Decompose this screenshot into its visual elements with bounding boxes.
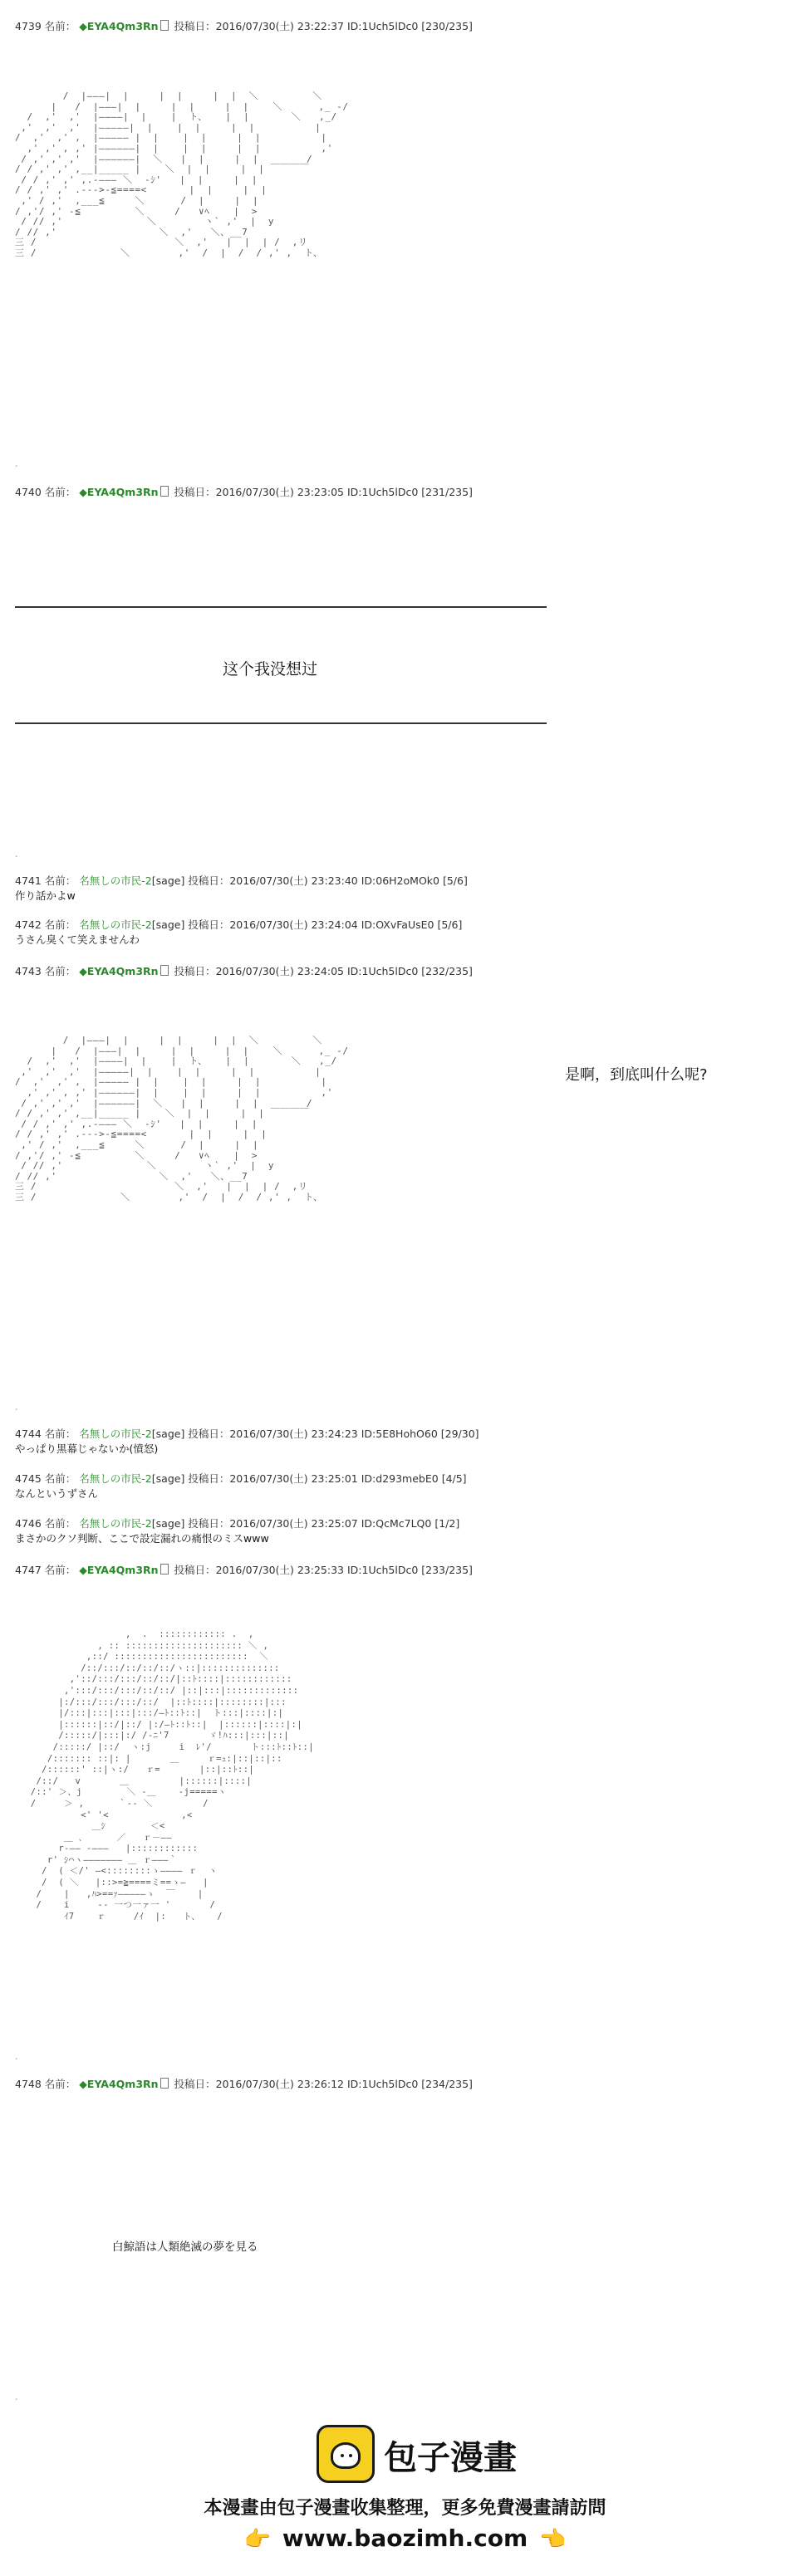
separator-mark: ˯ xyxy=(15,849,18,858)
post-header: 4745 名前： 名無しの市民-2[sage] 投稿日：2016/07/30(土) 23:25:01 ID:d293mebE0 [4/5] xyxy=(15,1472,467,1485)
post-header: 4746 名前： 名無しの市民-2[sage] 投稿日：2016/07/30(土) 23:25:07 ID:QcMc7LQ0 [1/2] xyxy=(15,1517,460,1530)
post-number: 4739 xyxy=(15,20,42,32)
square-icon xyxy=(160,486,169,497)
footer-brand[interactable]: 包子漫畫 xyxy=(384,2439,517,2477)
post-header: 4742 名前： 名無しの市民-2[sage] 投稿日：2016/07/30(土) 23:24:04 ID:OXvFaUsE0 [5/6] xyxy=(15,918,463,931)
square-icon xyxy=(160,1564,169,1574)
separator-mark: ˯ xyxy=(15,458,18,468)
sage-tag: [sage] xyxy=(151,918,185,931)
post-count: [232/235] xyxy=(421,965,473,977)
author-name[interactable]: 名無しの市民-2 xyxy=(79,1517,152,1530)
post-header: 4748 名前： ◆EYA4Qm3Rn 投稿日：2016/07/30(土) 23:26:12 ID:1Uch5lDc0 [234/235] xyxy=(15,2078,473,2090)
ascii-art-scene: / |―――| | | | | | ＼ ＼ | / |―――| | | | | | ＼ ,_ -/ / ,' ,' |――――| | | ト、 | | ＼ ,_/ ,' ,' ,' |―――――| | | | | | | / ,' ,' , |――――― | | | | | | | ,' ,' , ,' |――――――| | | | | | ,' / ,' ,' ,' |――――――| ＼ | | | | / / / ,' ,' ,__|_____ | ＼ | | | | ￣￣￣￣ / / ,' ,' ,.-――― ＼ -ｼ' | | | | / / ,' ,' .--->-≦====< | | | | ,' / ,' ,___≦ ＼ / | | | / ,'/ ,' -≦ ＼ / ∨ﾍ | > / // ,' ＼ ヽ` ,' | y / // ,' ＼ ,' ＼、__7 三 / ＼ ,' | | | / ,リ 三 / ＼ ,' / | / / ,' , ト、 xyxy=(15,91,349,258)
post-number: 4743 xyxy=(15,965,42,977)
post-header: 4741 名前： 名無しの市民-2[sage] 投稿日：2016/07/30(土) 23:23:40 ID:06H2oMOk0 [5/6] xyxy=(15,874,468,887)
post-id: ID:1Uch5lDc0 xyxy=(346,2078,419,2090)
author-name[interactable]: 名無しの市民-2 xyxy=(79,1472,152,1485)
post-header: 4744 名前： 名無しの市民-2[sage] 投稿日：2016/07/30(土) 23:24:23 ID:5E8HohO60 [29/30] xyxy=(15,1428,479,1440)
dialogue-line: 是啊，到底叫什么呢? xyxy=(565,1066,708,1084)
sage-tag: [sage] xyxy=(151,1517,185,1530)
post-date: 2016/07/30(土) 23:24:23 xyxy=(229,1428,358,1440)
sage-tag: [sage] xyxy=(151,874,185,887)
author-name[interactable]: ◆EYA4Qm3Rn xyxy=(79,1564,159,1576)
horizontal-rule xyxy=(15,722,547,724)
post-count: [234/235] xyxy=(421,2078,473,2090)
post-header: 4740 名前： ◆EYA4Qm3Rn 投稿日：2016/07/30(土) 23:23:05 ID:1Uch5lDc0 [231/235] xyxy=(15,486,473,498)
post-id: ID:06H2oMOk0 xyxy=(361,874,439,887)
post-body: うさん臭くて笑えませんわ xyxy=(15,933,140,946)
footer-url[interactable]: www.baozimh.com xyxy=(282,2525,528,2552)
post-date: 2016/07/30(土) 23:26:12 xyxy=(215,2078,344,2090)
post-id: ID:1Uch5lDc0 xyxy=(346,965,419,977)
author-name[interactable]: 名無しの市民-2 xyxy=(79,1428,152,1440)
separator-mark: ˯ xyxy=(15,2392,18,2401)
author-name[interactable]: ◆EYA4Qm3Rn xyxy=(79,2078,159,2090)
author-name[interactable]: ◆EYA4Qm3Rn xyxy=(79,965,159,977)
post-date: 2016/07/30(土) 23:23:40 xyxy=(229,874,358,887)
post-count: [29/30] xyxy=(440,1428,479,1440)
square-icon xyxy=(160,965,169,976)
post-body: なんというずさん xyxy=(15,1487,99,1500)
ascii-art-face: , . :::::::::::: . , , :: ::::::::::::::::::::: ＼ , ,::/ :::::::::::::::::::::::: ＼ /::/:::/::/::/::/ヽ::|:::::::::::::: ,'::/:::/:::/::/::/|::ﾄ::::|:::::::::::: ,':::/:::/:::/::/::/ |::|:::|::::::::::::: |:/:::/:::/:::/::/ |::ﾄ::::|::::::::|::: |/:::|:::|:::|:::/―ﾄ::ﾄ::| ト:::|::::|:| |::::::|::/|::/ |:/―ﾄ::ﾄ::| |::::::|::::|:| /:::::/|:::|:/ /-ﾆ'7 ゞ!ﾊ:::|:::|::| /:::::/ |::/ ヽ:j i ﾚ'/ ト:::ﾄ::ﾄ::| /::::::: ::|: | ＿ ｒ=ｭ:|::|::|:: /::::::' ::|ヽ:/ ｒ= |::|::ﾄ::| /::/ v ＿ |::::::|::::| /::' ＞、j ＼ ‐＿ ‐j=====ヽ / ＞ , ｀-‐ ＼ / <' '< ,< ＿ｼ ＜< ＿ ､ ／ ｒ－―― r‐―― ‐――― |:::::::::::: r' ｼ⌒ヽ――――――― ＿ ｒ―――｀ / ( ＜/' ―<::::::::ゝ―――― ｒ ヽ / ( ＼ |::>=≧====ミ==ゝ― | / | ,ﾊ>==ｧ―――――ゝ ￣ | / i ‐‐ 一つ一ァ一 ' / ｲ7 ｒ /ｲ |: ト、 / xyxy=(30,1629,314,1922)
post-count: [5/6] xyxy=(437,918,463,931)
post-date: 2016/07/30(土) 23:25:33 xyxy=(215,1564,344,1576)
post-number: 4741 xyxy=(15,874,42,887)
post-number: 4742 xyxy=(15,918,42,931)
post-date: 2016/07/30(土) 23:23:05 xyxy=(215,486,344,498)
post-count: [4/5] xyxy=(441,1472,467,1485)
post-header: 4743 名前： ◆EYA4Qm3Rn 投稿日：2016/07/30(土) 23:24:05 ID:1Uch5lDc0 [232/235] xyxy=(15,965,473,977)
post-number: 4748 xyxy=(15,2078,42,2090)
post-number: 4744 xyxy=(15,1428,42,1440)
baozi-logo-icon xyxy=(317,2425,375,2483)
post-id: ID:1Uch5lDc0 xyxy=(346,20,419,32)
post-date: 2016/07/30(土) 23:22:37 xyxy=(215,20,344,32)
post-count: [5/6] xyxy=(442,874,468,887)
sage-tag: [sage] xyxy=(151,1472,185,1485)
post-count: [231/235] xyxy=(421,486,473,498)
post-id: ID:5E8HohO60 xyxy=(361,1428,438,1440)
post-id: ID:1Uch5lDc0 xyxy=(346,1564,419,1576)
author-name[interactable]: 名無しの市民-2 xyxy=(79,918,152,931)
post-count: [233/235] xyxy=(421,1564,473,1576)
post-body: やっぱり黒幕じゃないか(憤怒) xyxy=(15,1442,159,1455)
post-id: ID:OXvFaUsE0 xyxy=(361,918,434,931)
post-body: 白鯨語は人類絶滅の夢を見る xyxy=(112,2241,258,2254)
author-name[interactable]: 名無しの市民-2 xyxy=(79,874,152,887)
separator-mark: ˯ xyxy=(15,2051,18,2060)
pointing-right-icon: 👉 xyxy=(243,2527,271,2552)
square-icon xyxy=(160,20,169,31)
post-number: 4746 xyxy=(15,1517,42,1530)
post-header: 4747 名前： ◆EYA4Qm3Rn 投稿日：2016/07/30(土) 23:25:33 ID:1Uch5lDc0 [233/235] xyxy=(15,1564,473,1576)
post-id: ID:d293mebE0 xyxy=(361,1472,439,1485)
pointing-left-icon: 👈 xyxy=(539,2527,567,2552)
post-number: 4745 xyxy=(15,1472,42,1485)
author-name[interactable]: ◆EYA4Qm3Rn xyxy=(79,486,159,498)
post-body: まさかのクソ判断、ここで設定漏れの痛恨のミスwww xyxy=(15,1532,269,1545)
post-date: 2016/07/30(土) 23:24:05 xyxy=(215,965,344,977)
post-number: 4747 xyxy=(15,1564,42,1576)
footer-note: 本漫畫由包子漫畫收集整理，更多免費漫畫請訪問 xyxy=(204,2498,606,2519)
sage-tag: [sage] xyxy=(151,1428,185,1440)
dialogue-line: 这个我没想过 xyxy=(223,660,318,678)
post-date: 2016/07/30(土) 23:25:07 xyxy=(229,1517,358,1530)
post-date: 2016/07/30(土) 23:25:01 xyxy=(229,1472,358,1485)
post-date: 2016/07/30(土) 23:24:04 xyxy=(229,918,358,931)
post-id: ID:QcMc7LQ0 xyxy=(361,1517,432,1530)
footer-url-row xyxy=(0,2525,810,2552)
post-count: [230/235] xyxy=(421,20,473,32)
post-id: ID:1Uch5lDc0 xyxy=(346,486,419,498)
square-icon xyxy=(160,2078,169,2089)
post-header: 4739 名前： ◆EYA4Qm3Rn 投稿日：2016/07/30(土) 23:22:37 ID:1Uch5lDc0 [230/235] xyxy=(15,20,473,32)
horizontal-rule xyxy=(15,606,547,608)
author-name[interactable]: ◆EYA4Qm3Rn xyxy=(79,20,159,32)
post-number: 4740 xyxy=(15,486,42,498)
post-count: [1/2] xyxy=(434,1517,460,1530)
post-body: 作り話かよw xyxy=(15,889,76,902)
ascii-art-scene: / |―――| | | | | | ＼ ＼ | / |―――| | | | | | ＼ ,_ -/ / ,' ,' |――――| | | ト、 | | ＼ ,_/ ,' ,' ,' |―――――| | | | | | | / ,' ,' , |――――― | | | | | | | ,' ,' , ,' |――――――| | | | | | ,' / ,' ,' ,' |――――――| ＼ | | | | / / / ,' ,' ,__|_____ | ＼ | | | | ￣￣￣￣ / / ,' ,' ,.-――― ＼ -ｼ' | | | | / / ,' ,' .--->-≦====< | | | | ,' / ,' ,___≦ ＼ / | | | / ,'/ ,' -≦ ＼ / ∨ﾍ | > / // ,' ＼ ヽ` ,' | y / // ,' ＼ ,' ＼、__7 三 / ＼ ,' | | | / ,リ 三 / ＼ ,' / | / / ,' , ト、 xyxy=(15,1035,349,1202)
separator-mark: ˯ xyxy=(15,1402,18,1411)
